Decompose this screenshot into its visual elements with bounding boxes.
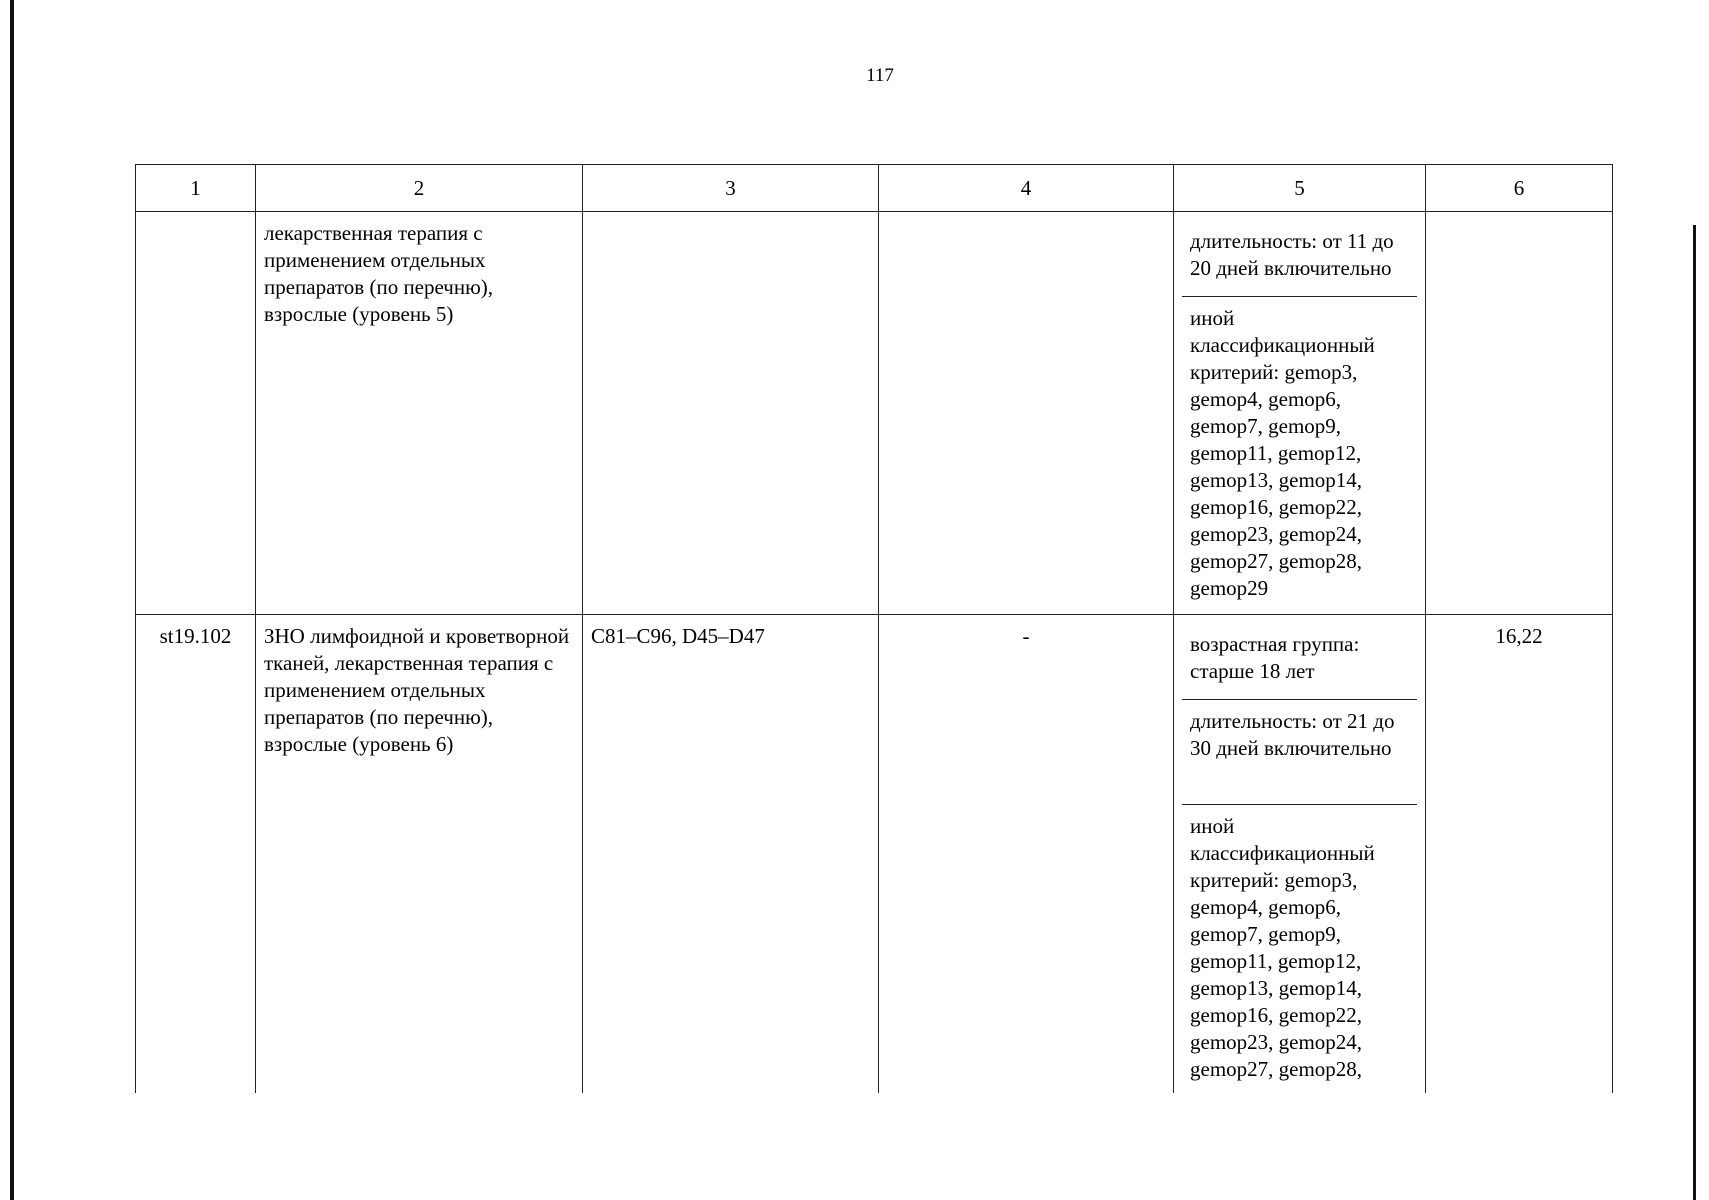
criterion-duration: длительность: от 11 до 20 дней включительно [1182,220,1417,297]
table-header-row [136,165,1613,212]
header-cell-5: 5 [1174,165,1426,212]
criterion-other: иной классификационный критерий: gemop3, gemop4, gemop6, gemop7, gemop9, gemop11, gemop12, gemop13, gemop14, gemop16, gemop22, gemop23, gemop24, gemop27, gemop28, gemop29 [1190,306,1375,600]
row-code: st19.102 [136,615,256,1094]
criterion-duration: длительность: от 21 до 30 дней включительно [1182,700,1417,805]
row-coefficient [1426,212,1613,615]
row-col4 [879,212,1174,615]
table-container [135,164,1612,1093]
criterion-age-group: возрастная группа: старше 18 лет [1182,623,1417,700]
header-cell-6: 6 [1426,165,1613,212]
tariff-table [135,164,1613,1093]
header-cell-3: 3 [583,165,879,212]
table-row [136,212,1613,615]
row-coefficient: 16,22 [1426,615,1613,1094]
page-number: 117 [866,65,894,86]
header-cell-1: 1 [136,165,256,212]
criterion-other: иной классификационный критерий: gemop3, gemop4, gemop6, gemop7, gemop9, gemop11, gemop12, gemop13, gemop14, gemop16, gemop22, gemop23, gemop24, gemop27, gemop28, [1190,814,1375,1081]
table-row [136,615,1613,1094]
row-col4: - [879,615,1174,1094]
row-icd-codes [583,212,879,615]
row-name: лекарственная терапия с применением отдельных препаратов (по перечню), взрослые (уровень 5) [256,212,583,615]
row-icd-codes: C81–C96, D45–D47 [583,615,879,1094]
row-code [136,212,256,615]
header-cell-4: 4 [879,165,1174,212]
header-cell-2: 2 [256,165,583,212]
row-name: ЗНО лимфоидной и кроветворной тканей, лекарственная терапия с применением отдельных препаратов (по перечню), взрослые (уровень 6) [256,615,583,1094]
row-criteria [1174,212,1426,615]
row-criteria [1174,615,1426,1094]
